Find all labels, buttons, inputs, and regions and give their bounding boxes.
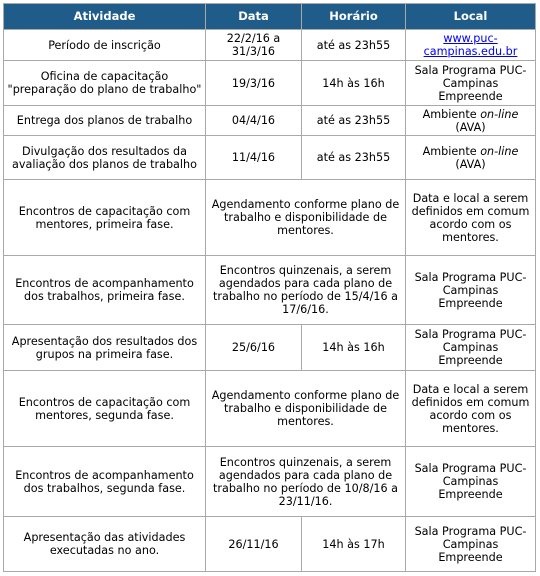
activity-cell: Apresentação das atividades executadas no ano. (4, 517, 206, 572)
date-cell: 26/11/16 (206, 517, 302, 572)
table-row (4, 106, 536, 136)
table-row (4, 371, 536, 447)
activity-cell: Divulgação dos resultados da avaliação dos planos de trabalho (4, 136, 206, 180)
website-link[interactable]: www.puc-campinas.edu.br (423, 32, 518, 58)
header-atividade: Atividade (4, 4, 206, 30)
activity-cell: Período de inscrição (4, 30, 206, 61)
location-cell: Data e local a serem definidos em comum acordo com os mentores. (406, 180, 536, 256)
date-cell: 25/6/16 (206, 325, 302, 371)
header-row (4, 4, 536, 30)
table-row (4, 180, 536, 256)
activity-cell: Entrega dos planos de trabalho (4, 106, 206, 136)
table-row (4, 61, 536, 106)
location-cell: Data e local a serem definidos em comum acordo com os mentores. (406, 371, 536, 447)
location-text: (AVA) (455, 120, 486, 134)
activity-cell: Encontros de acompanhamento dos trabalhos, segunda fase. (4, 447, 206, 517)
location-cell: Sala Programa PUC-Campinas Empreende (406, 447, 536, 517)
activity-cell: Oficina de capacitação "preparação do plano de trabalho" (4, 61, 206, 106)
time-cell: até as 23h55 (302, 106, 406, 136)
activity-cell: Apresentação dos resultados dos grupos na primeira fase. (4, 325, 206, 371)
table-row (4, 517, 536, 572)
date-cell: 22/2/16 a 31/3/16 (206, 30, 302, 61)
location-cell: Sala Programa PUC-Campinas Empreende (406, 256, 536, 325)
location-emphasis: on-line (480, 144, 519, 158)
table-row (4, 325, 536, 371)
schedule-cell: Agendamento conforme plano de trabalho e disponibilidade de mentores. (206, 180, 406, 256)
header-data: Data (206, 4, 302, 30)
table-row (4, 136, 536, 180)
schedule-cell: Agendamento conforme plano de trabalho e disponibilidade de mentores. (206, 371, 406, 447)
time-cell: 14h às 16h (302, 61, 406, 106)
table-row (4, 256, 536, 325)
activity-cell: Encontros de acompanhamento dos trabalhos, primeira fase. (4, 256, 206, 325)
schedule-cell: Encontros quinzenais, a serem agendados para cada plano de trabalho no período de 10/8/16 a 23/11/16. (206, 447, 406, 517)
location-cell (406, 106, 536, 136)
location-cell: Sala Programa PUC-Campinas Empreende (406, 325, 536, 371)
header-horario: Horário (302, 4, 406, 30)
location-cell (406, 30, 536, 61)
location-text: Ambiente (422, 107, 477, 121)
schedule-cell: Encontros quinzenais, a serem agendados para cada plano de trabalho no período de 15/4/16 a 17/6/16. (206, 256, 406, 325)
time-cell: até as 23h55 (302, 136, 406, 180)
schedule-table (3, 3, 536, 572)
location-text: Ambiente (422, 144, 477, 158)
activity-cell: Encontros de capacitação com mentores, segunda fase. (4, 371, 206, 447)
header-local: Local (406, 4, 536, 30)
activity-cell: Encontros de capacitação com mentores, primeira fase. (4, 180, 206, 256)
location-cell (406, 136, 536, 180)
location-cell: Sala Programa PUC-Campinas Empreende (406, 517, 536, 572)
date-cell: 19/3/16 (206, 61, 302, 106)
location-emphasis: on-line (480, 107, 519, 121)
table-row (4, 30, 536, 61)
location-text: (AVA) (455, 157, 486, 171)
date-cell: 04/4/16 (206, 106, 302, 136)
location-cell: Sala Programa PUC-Campinas Empreende (406, 61, 536, 106)
time-cell: até as 23h55 (302, 30, 406, 61)
time-cell: 14h às 16h (302, 325, 406, 371)
date-cell: 11/4/16 (206, 136, 302, 180)
table-row (4, 447, 536, 517)
time-cell: 14h às 17h (302, 517, 406, 572)
